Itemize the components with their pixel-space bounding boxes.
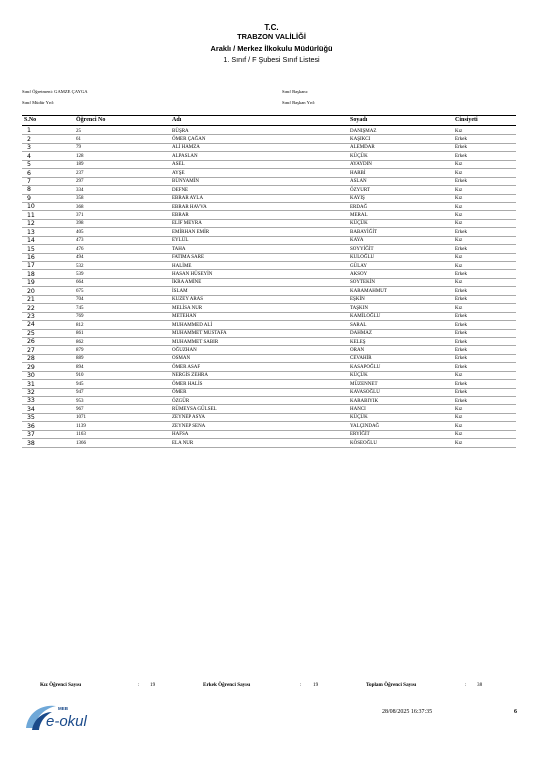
row-student-no: 967 — [76, 407, 84, 413]
row-surname: AYAYDIN — [350, 162, 372, 168]
row-surname: ALEMDAR — [350, 145, 375, 151]
table-row — [22, 254, 516, 262]
table-row — [22, 431, 516, 439]
row-student-no: 1366 — [76, 440, 86, 446]
table-row — [22, 321, 516, 329]
row-name: ASEL — [172, 162, 185, 168]
boys-count-value: 19 — [313, 682, 319, 688]
row-sno: 8 — [27, 186, 31, 194]
row-sno: 3 — [27, 144, 31, 152]
row-student-no: 371 — [76, 212, 84, 218]
row-gender: Kız — [455, 305, 463, 311]
row-student-no: 25 — [76, 128, 81, 134]
row-student-no: 861 — [76, 331, 84, 337]
row-student-no: 237 — [76, 170, 84, 176]
table-top-rule — [22, 115, 516, 116]
row-surname: ASLAN — [350, 179, 367, 185]
row-name: HAFSA — [172, 432, 189, 438]
row-student-no: 889 — [76, 356, 84, 362]
row-student-no: 745 — [76, 305, 84, 311]
class-vice-president: Sınıf Başkan Yrd: — [282, 100, 316, 105]
row-name: ELİF MEYRA — [172, 221, 202, 227]
column-header-surname: Soyadı — [350, 117, 368, 123]
row-sno: 1 — [27, 127, 31, 135]
table-row — [22, 279, 516, 287]
row-gender: Kız — [455, 423, 463, 429]
row-student-no: 189 — [76, 162, 84, 168]
print-datetime: 28/08/2025 16:37:35 — [382, 709, 433, 715]
row-sno: 15 — [27, 245, 35, 253]
row-sno: 20 — [27, 287, 35, 295]
row-student-no: 953 — [76, 398, 84, 404]
row-gender: Erkek — [455, 145, 467, 151]
row-sno: 18 — [27, 270, 35, 278]
row-gender: Kız — [455, 407, 463, 413]
eokul-logo-icon — [22, 698, 114, 734]
row-sno: 33 — [27, 397, 35, 405]
row-sno: 32 — [27, 388, 35, 396]
row-student-no: 476 — [76, 246, 84, 252]
table-row — [22, 397, 516, 405]
row-surname: HARBİ — [350, 170, 366, 176]
row-name: AYŞE — [172, 170, 185, 176]
row-gender: Kız — [455, 280, 463, 286]
row-gender: Erkek — [455, 322, 467, 328]
row-sno: 2 — [27, 135, 31, 143]
total-count-label: Toplam Öğrenci Sayısı — [366, 682, 417, 688]
row-student-no: 1071 — [76, 415, 86, 421]
row-sno: 7 — [27, 178, 31, 186]
row-name: BÜNYAMİN — [172, 179, 199, 185]
row-sno: 38 — [27, 439, 35, 447]
table-row — [22, 363, 516, 371]
row-name: İKRA AMİNE — [172, 280, 202, 286]
row-surname: SOYTEKİN — [350, 280, 375, 286]
row-gender: Kız — [455, 204, 463, 210]
table-row — [22, 152, 516, 160]
row-surname: ÖZYURT — [350, 187, 370, 193]
row-student-no: 128 — [76, 153, 84, 159]
row-gender: Erkek — [455, 339, 467, 345]
table-row — [22, 211, 516, 219]
row-student-no: 61 — [76, 137, 81, 143]
row-surname: CEVAHİR — [350, 356, 372, 362]
row-student-no: 812 — [76, 322, 84, 328]
row-sno: 28 — [27, 355, 35, 363]
row-surname: ERDAĞ — [350, 204, 368, 210]
table-row — [22, 186, 516, 194]
row-name: EBRAR — [172, 212, 189, 218]
row-surname: SARAL — [350, 322, 367, 328]
table-row — [22, 203, 516, 211]
row-student-no: 494 — [76, 255, 84, 261]
row-surname: EŞKİN — [350, 297, 365, 303]
row-student-no: 675 — [76, 288, 84, 294]
total-count-value: 38 — [477, 682, 483, 688]
row-sno: 23 — [27, 313, 35, 321]
row-student-no: 358 — [76, 196, 84, 202]
table-row — [22, 169, 516, 177]
row-student-no: 398 — [76, 221, 84, 227]
row-name: HALİME — [172, 263, 192, 269]
row-surname: KÜÇÜK — [350, 415, 368, 421]
row-gender: Kız — [455, 162, 463, 168]
row-gender: Kız — [455, 170, 463, 176]
row-sno: 12 — [27, 220, 35, 228]
table-row — [22, 135, 516, 143]
row-name: MUHAMMET SABIR — [172, 339, 219, 345]
class-deputy: Sınıf Müdür Yrd: — [22, 100, 54, 105]
row-student-no: 879 — [76, 347, 84, 353]
logo-meb-text: MEB — [58, 706, 68, 711]
row-surname: KAMİLOĞLU — [350, 314, 381, 320]
boys-count-sep: : — [300, 682, 302, 688]
girls-count-value: 19 — [150, 682, 156, 688]
row-sno: 24 — [27, 321, 35, 329]
row-gender: Erkek — [455, 364, 467, 370]
row-student-no: 862 — [76, 339, 84, 345]
row-sno: 19 — [27, 279, 35, 287]
row-name: FATIMA SARE — [172, 255, 204, 261]
row-name: ZEYNEP SENA — [172, 423, 206, 429]
table-row — [22, 245, 516, 253]
table-row — [22, 389, 516, 397]
row-sno: 25 — [27, 329, 35, 337]
row-gender: Erkek — [455, 288, 467, 294]
row-student-no: 79 — [76, 145, 81, 151]
class-president: Sınıf Başkanı: — [282, 89, 309, 94]
row-surname: YALÇINDAĞ — [350, 423, 380, 429]
row-gender: Kız — [455, 415, 463, 421]
table-row — [22, 380, 516, 388]
logo-eokul-text: e-okul — [46, 713, 87, 730]
row-name: ZEYNEP ASYA — [172, 415, 206, 421]
row-sno: 36 — [27, 422, 35, 430]
row-gender: Erkek — [455, 179, 467, 185]
table-row — [22, 237, 516, 245]
row-gender: Erkek — [455, 272, 467, 278]
row-student-no: 769 — [76, 314, 84, 320]
table-row — [22, 262, 516, 270]
row-student-no: 1163 — [76, 432, 86, 438]
row-name: ALPASLAN — [172, 153, 198, 159]
row-student-no: 947 — [76, 390, 84, 396]
row-name: ÖMER HALİS — [172, 381, 203, 387]
row-sno: 22 — [27, 304, 35, 312]
row-surname: KAVASOĞLU — [350, 390, 380, 396]
row-gender: Erkek — [455, 390, 467, 396]
column-header-student-no: Öğrenci No — [76, 117, 106, 123]
row-gender: Kız — [455, 373, 463, 379]
table-row — [22, 220, 516, 228]
row-surname: SOYYİĞİT — [350, 246, 374, 252]
row-gender: Kız — [455, 238, 463, 244]
table-row — [22, 178, 516, 186]
header-governorship: TRABZON VALİLİĞİ — [237, 32, 306, 41]
header-school: Araklı / Merkez İlkokulu Müdürlüğü — [210, 44, 333, 53]
row-name: ÖZGÜR — [172, 398, 190, 404]
row-gender: Kız — [455, 128, 463, 134]
column-header-gender: Cinsiyeti — [455, 117, 478, 123]
table-row — [22, 330, 516, 338]
row-surname: TAŞKIN — [350, 305, 368, 311]
row-student-no: 368 — [76, 204, 84, 210]
row-surname: ORAN — [350, 347, 365, 353]
row-name: OĞUZHAN — [172, 347, 197, 353]
table-row — [22, 161, 516, 169]
row-gender: Erkek — [455, 229, 467, 235]
row-name: OSMAN — [172, 356, 191, 362]
row-sno: 9 — [27, 194, 31, 202]
row-surname: KAYIŞ — [350, 196, 365, 202]
row-name: ALİ HAMZA — [172, 145, 200, 151]
row-gender: Kız — [455, 221, 463, 227]
row-student-no: 334 — [76, 187, 84, 193]
table-row — [22, 414, 516, 422]
row-name: DEFNE — [172, 187, 189, 193]
row-surname: KARAMAHMUT — [350, 288, 387, 294]
row-sno: 14 — [27, 237, 35, 245]
row-name: EMİRHAN EMİR — [172, 229, 210, 235]
table-row — [22, 287, 516, 295]
row-student-no: 473 — [76, 238, 84, 244]
row-name: ÖMER ASAF — [172, 364, 201, 370]
row-sno: 34 — [27, 405, 35, 413]
row-gender: Erkek — [455, 347, 467, 353]
row-surname: AKSOY — [350, 272, 368, 278]
row-surname: KARABIYIK — [350, 398, 379, 404]
row-name: ELA NUR — [172, 440, 194, 446]
row-sno: 4 — [27, 152, 31, 160]
row-sno: 37 — [27, 431, 35, 439]
header-country: T.C. — [264, 23, 279, 32]
row-student-no: 405 — [76, 229, 84, 235]
row-name: MELİSA NUR — [172, 305, 203, 311]
table-row — [22, 270, 516, 278]
table-row — [22, 439, 516, 447]
row-sno: 29 — [27, 363, 35, 371]
row-gender: Erkek — [455, 356, 467, 362]
row-gender: Erkek — [455, 297, 467, 303]
table-row — [22, 144, 516, 152]
row-gender: Kız — [455, 187, 463, 193]
row-gender: Erkek — [455, 398, 467, 404]
table-row — [22, 405, 516, 413]
table-row — [22, 195, 516, 203]
row-surname: GÜLAY — [350, 263, 368, 269]
row-student-no: 664 — [76, 280, 84, 286]
row-gender: Erkek — [455, 137, 467, 143]
total-count-sep: : — [465, 682, 467, 688]
table-row — [22, 422, 516, 430]
row-surname: KASAPOĞLU — [350, 364, 381, 370]
boys-count-label: Erkek Öğrenci Sayısı — [203, 682, 251, 688]
row-sno: 17 — [27, 262, 35, 270]
row-surname: KÖSEOĞLU — [350, 440, 377, 446]
row-gender: Erkek — [455, 246, 467, 252]
row-name: BÜŞRA — [172, 128, 189, 134]
row-name: HASAN HÜSEYİN — [172, 272, 213, 278]
row-sno: 6 — [27, 169, 31, 177]
row-name: MUHAMMED ALİ — [172, 322, 213, 328]
girls-count-sep: : — [138, 682, 140, 688]
row-name: MUHAMMET MUSTAFA — [172, 331, 227, 337]
row-sno: 13 — [27, 228, 35, 236]
girls-count-label: Kız Öğrenci Sayısı — [40, 682, 82, 688]
row-gender: Erkek — [455, 331, 467, 337]
class-teacher: Sınıf Öğretmeni: GAMZE ÇAYGA — [22, 89, 88, 94]
row-surname: KÜÇÜK — [350, 221, 368, 227]
row-gender: Kız — [455, 432, 463, 438]
row-name: METEHAN — [172, 314, 197, 320]
row-student-no: 1139 — [76, 423, 86, 429]
page-number: 6 — [514, 709, 517, 715]
row-student-no: 945 — [76, 381, 84, 387]
row-sno: 27 — [27, 346, 35, 354]
table-row — [22, 338, 516, 346]
row-name: EBRAR HAVVA — [172, 204, 207, 210]
column-header-sno: S.No — [24, 117, 37, 123]
row-gender: Erkek — [455, 153, 467, 159]
column-header-name: Adı — [172, 117, 182, 123]
row-name: KUZEY ARAS — [172, 297, 204, 303]
table-row — [22, 346, 516, 354]
row-student-no: 704 — [76, 297, 84, 303]
row-sno: 5 — [27, 161, 31, 169]
row-name: NERGİS ZEHRA — [172, 373, 208, 379]
table-row — [22, 304, 516, 312]
row-name: TAHA — [172, 246, 186, 252]
row-gender: Erkek — [455, 314, 467, 320]
row-surname: KÜÇÜK — [350, 373, 368, 379]
row-sno: 10 — [27, 203, 35, 211]
row-sno: 30 — [27, 372, 35, 380]
row-name: RÜMEYSA GÜLSEL — [172, 407, 217, 413]
row-name: EYLÜL — [172, 238, 189, 244]
header-class-title: 1. Sınıf / F Şubesi Sınıf Listesi — [223, 55, 320, 64]
row-name: ÖMER ÇAĞAN — [172, 137, 206, 143]
row-surname: KAŞIKCI — [350, 137, 371, 143]
table-row — [22, 296, 516, 304]
row-surname: KULOĞLU — [350, 255, 375, 261]
table-row — [22, 127, 516, 135]
row-surname: HANCI — [350, 407, 366, 413]
row-surname: DANIŞMAZ — [350, 128, 377, 134]
row-gender: Kız — [455, 255, 463, 261]
row-sno: 35 — [27, 414, 35, 422]
table-row — [22, 228, 516, 236]
row-gender: Erkek — [455, 381, 467, 387]
row-sno: 26 — [27, 338, 35, 346]
row-name: ÖMER — [172, 390, 187, 396]
row-surname: KÜÇÜK — [350, 153, 368, 159]
row-name: İSLAM — [172, 288, 188, 294]
row-surname: DAHMAZ — [350, 331, 372, 337]
row-student-no: 910 — [76, 373, 84, 379]
row-student-no: 539 — [76, 272, 84, 278]
table-row — [22, 355, 516, 363]
table-row — [22, 372, 516, 380]
row-sno: 16 — [27, 253, 35, 261]
row-surname: MERAL — [350, 212, 368, 218]
row-sno: 31 — [27, 380, 35, 388]
table-header-rule — [22, 125, 516, 126]
row-sno: 11 — [27, 211, 35, 219]
row-name: EBRAR AYLA — [172, 196, 204, 202]
row-surname: MÜZENNET — [350, 381, 378, 387]
row-surname: BABAYİĞİT — [350, 229, 378, 235]
row-gender: Kız — [455, 196, 463, 202]
table-row — [22, 313, 516, 321]
student-table — [22, 127, 516, 448]
row-gender: Kız — [455, 440, 463, 446]
row-student-no: 532 — [76, 263, 84, 269]
row-student-no: 894 — [76, 364, 84, 370]
row-surname: KELEŞ — [350, 339, 366, 345]
row-gender: Kız — [455, 263, 463, 269]
row-gender: Kız — [455, 212, 463, 218]
row-surname: KAYA — [350, 238, 364, 244]
row-surname: ERYİĞİT — [350, 432, 370, 438]
row-student-no: 297 — [76, 179, 84, 185]
row-sno: 21 — [27, 296, 35, 304]
